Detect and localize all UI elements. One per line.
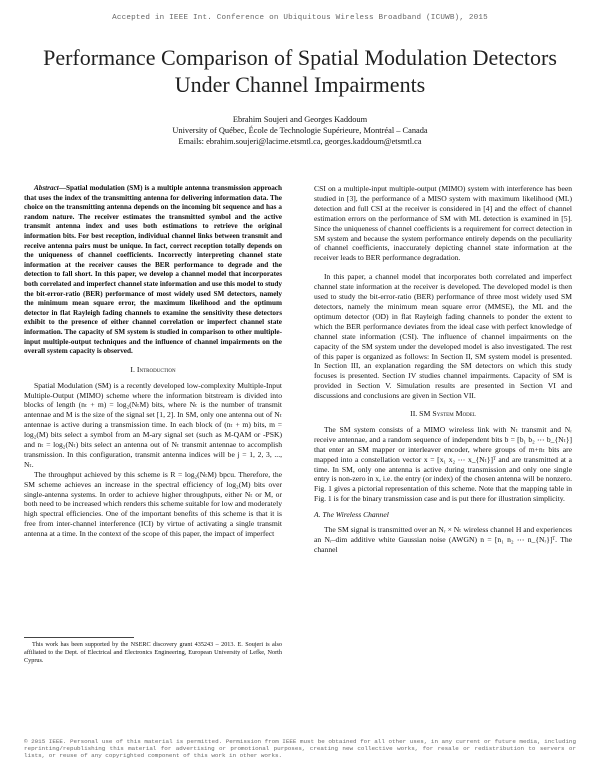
wireless-channel-paragraph: The SM signal is transmitted over an Nᵣ × Nₜ wireless channel H and experiences an Nᵣ–dim additive white Gaussian noise (AWGN) n = [n₁ n₂ ⋯ n_{Nᵣ}]ᵀ. The channel [314,525,572,554]
abstract-label: Abstract [34,184,59,192]
right-column [314,184,572,555]
footnote: This work has been supported by the NSERC discovery grant 435243 – 2013. E. Soujeri is also affiliated to the Dept. of Electrical and Electronics Engineering, European University of Lefke, North Cyprus. [24,641,282,665]
conference-note: Accepted in IEEE Int. Conference on Ubiquitous Wireless Broadband (ICUWB), 2015 [112,14,488,22]
intro-paragraph-3: In this paper, a channel model that incorporates both correlated and imperfect channel state information at the receiver is developed. The developed model is then used to study the bit-error-ratio (BER) performance of three most widely used SM detectors, namely the minimum mean square error (MMSE), the ML and the optimum detector (OD) in flat Rayleigh fading channels to ponder the extent to which the BER performance deviates from the ideal case with perfect knowledge of channel state information (CSI). The influence of channel impairments on the capacity of the SM system under the developed model is also investigated. The rest of this paper is organized as follows: In Section II, SM system model is presented. In Section III, an explanation regarding the SM detectors on which this study focuses is presented. Section IV studies channel impairments. Capacity of SM is provided in Section V. Simulation results are presented in Section VI and discussions and conclusions are given in Section VII. [314,272,572,401]
footnote-rule [24,637,134,638]
author-emails: Emails: ebrahim.soujeri@lacime.etsmtl.ca, georges.kaddoum@etsmtl.ca [178,137,422,146]
author-names: Ebrahim Soujeri and Georges Kaddoum [232,115,368,124]
system-model-paragraph: The SM system consists of a MIMO wireless link with Nₜ transmit and Nᵣ receive antennae, and a random sequence of independent bits b = [b₁ b₂ ⋯ b_{Nₜ}] that enter an SM mapper or interleaver encoder, where groups of m+nₜ bits are mapped into a constellation vector x = [x₁ x₂ ⋯ x_{Nₜ}]ᵀ and are transmitted at a time. In SM, only one antenna is active during transmission and only one single entry is non-zero in x, i.e. the entry (or index) of the chosen antenna will be nonzero. Fig. 1 gives a pictorial representation of this scheme. Note that the mapping table in Fig. 1 is for the binary transmission case and is put there for illustration simplicity. [314,424,572,504]
author-affiliation: University of Québec, École de Technologie Supérieure, Montréal – Canada [172,126,428,135]
abstract [24,184,282,357]
left-column [24,184,282,539]
author-block [40,114,560,147]
paper-title: Performance Comparison of Spatial Modulation Detectors Under Channel Impairments [43,45,557,97]
abstract-text: —Spatial modulation (SM) is a multiple antenna transmission approach that uses the index of the transmitting antenna for delivering information data. The choice on the transmitting antenna depends on the incoming bit sequence and has a random nature. The receiver estimates the transmitted symbol and the active transmit antenna index and uses both estimations to retrieve the original information bits. For best reception, individual channel links between transmit and receive antenna pairs must be unique. In fact, correct reception totally depends on the uniqueness of channel coefficients. Incorrectly interpreting channel state information at the receiver causes the BER performance to degrade and the detection to fall short. In this paper, we develop a channel model that incorporates both correlated and imperfect channel state information and use this model to study the bit-error-ratio (BER) performance of most widely used SM detectors, namely the minimum mean square error, the maximum likelihood and the optimum detector in flat Rayleigh fading channels to examine the sensitivity these detectors exhibit to the presence of either channel correlation or imperfect channel state information. The capacity of SM system is studied in comparison to other multiple-input multiple-output techniques and the influence of channel impairments on the overall system capacity is observed. [24,184,282,356]
section-heading-system-model: II. SM System Model [410,409,476,419]
copyright-notice: © 2015 IEEE. Personal use of this material is permitted. Permission from IEEE must be obtained for all other uses, in any current or future media, including reprinting/republishing this material for advertising or promotional purposes, creating new collective works, for resale or redistribution to servers or lists, or reuse of any copyrighted component of this work in other works. [24,738,576,760]
subsection-heading-wireless-channel: A. The Wireless Channel [314,510,389,520]
section-heading-introduction: I. Introduction [130,364,176,374]
paragraph-gap [314,263,572,272]
intro-continuation: CSI on a multiple-input multiple-output (MIMO) system with interference has been studied in [3], the performance of a MISO system with maximum likelihood (ML) detection and full CSI at the receiver is considered in [4] and the effect of channel estimation errors on the performance of SM with ML detection is examined in [5]. Since the uniqueness of channel coefficients is a requirement for correct detection in SM system and because the system performance entirely depends on the peculiarity of channel coefficients, inaccurately depicting channel state information at the receiver leads to BER performance degradation. [314,184,572,263]
intro-paragraph-1: Spatial Modulation (SM) is a recently developed low-complexity Multiple-Input Multiple-Output (MIMO) scheme where the information bitstream is divided into blocks of length (nₜ + m) = log₂(NₜM) bits, where Nₜ is the number of transmit antennae and M is the size of the signal set [1, 2]. In SM, only one antenna out of Nₜ antennae is active during a transmission time. In each block of (nₜ + m) bits, m = log₂(M) bits select a symbol from an M-ary signal set (such as M-QAM or -PSK) and nₜ = log₂(Nₜ) bits select an antenna out of Nₜ transmit antennae to accomplish transmission. In this configuration, transmit antenna indices will be j = 1, 2, 3, ..., Nₜ. [24,380,282,469]
intro-paragraph-2: The throughput achieved by this scheme is R = log₂(NₜM) bpcu. Therefore, the SM scheme achieves an increase in the spectral efficiency of log₂(M) bits over single-antenna systems. In order to achieve higher throughputs, either Nₜ or M, or both need to be increased which renders this scheme suitable for low and moderately high spectral efficiencies. One of the important benefits of this scheme is that it is free from inter-channel interference (ICI) by virtue of activating a single transmit antenna at a time. In the context of the scope of this paper, the impact of imperfect [24,469,282,539]
